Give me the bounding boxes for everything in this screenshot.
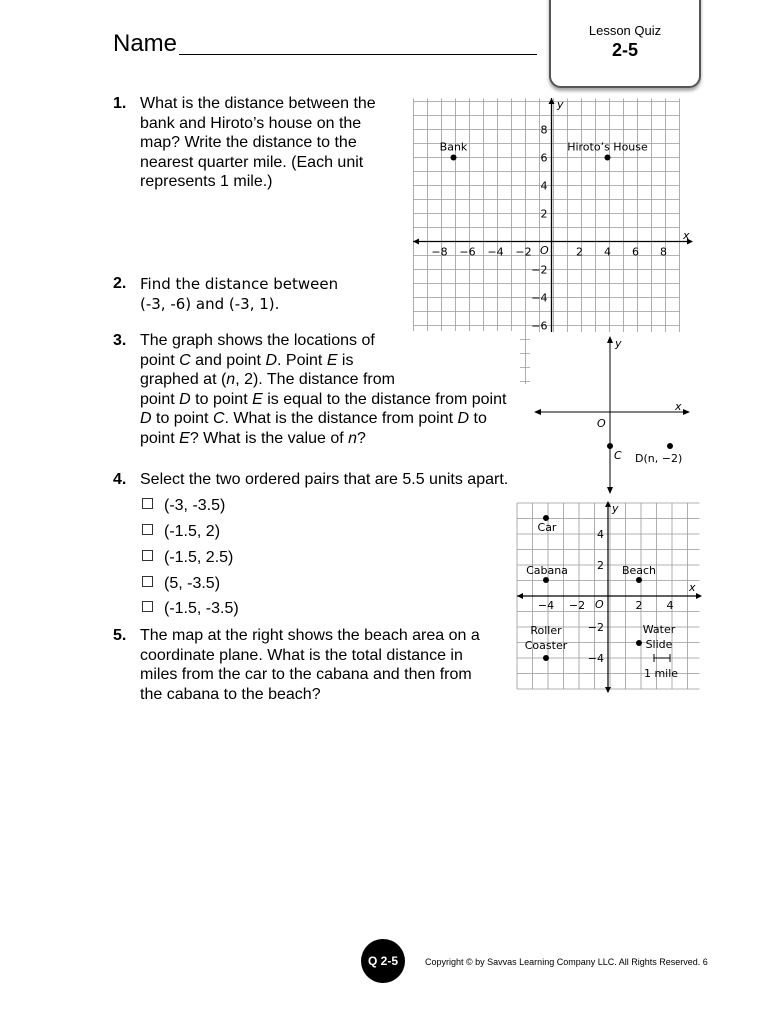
scale-label: 1 mile	[643, 667, 679, 680]
point-hiroto-house	[605, 155, 611, 161]
x-tick-label: 6	[632, 245, 639, 259]
point-cabana	[543, 577, 549, 583]
point-beach	[636, 577, 642, 583]
y-tick-label: −4	[531, 291, 548, 305]
question-number: 2.	[113, 275, 127, 292]
cabana-label: Cabana	[526, 564, 568, 577]
question-text: Select the two ordered pairs that are 5.5 units apart.	[140, 471, 509, 488]
checkbox[interactable]	[142, 601, 153, 612]
answer-option[interactable]	[142, 497, 225, 515]
question-text-line: (-3, -6) and (-3, 1).	[140, 295, 280, 313]
x-axis-label: x	[675, 400, 682, 413]
option-label: (5, -3.5)	[164, 575, 221, 592]
point-roller-coaster	[543, 655, 549, 661]
x-axis-arrow-right	[696, 593, 702, 599]
answer-option[interactable]	[142, 523, 220, 541]
answer-option[interactable]	[142, 549, 233, 567]
x-tick-label: −2	[515, 245, 532, 259]
answer-option[interactable]	[142, 575, 220, 593]
x-tick-label: −6	[459, 245, 476, 259]
origin-label: O	[595, 598, 604, 611]
y-axis-label: y	[557, 98, 564, 111]
x-tick-label: 2	[576, 245, 583, 259]
water-slide-label: Water	[642, 623, 676, 636]
option-label: (-1.5, 2)	[164, 523, 221, 540]
beach-label: Beach	[621, 564, 657, 577]
y-tick-label: −4	[587, 652, 604, 665]
lesson-quiz-number: 2-5	[611, 40, 638, 60]
x-tick-label: 4	[666, 599, 674, 612]
point-bank	[451, 155, 457, 161]
x-tick-label: 8	[660, 245, 667, 259]
answer-option[interactable]	[142, 600, 239, 618]
copyright-text: Copyright © by Savvas Learning Company LLC. All Rights Reserved. 6	[425, 957, 708, 967]
point-d-label: D(n, −2)	[635, 452, 683, 465]
x-axis-label: x	[689, 581, 696, 594]
y-tick-label: 6	[540, 151, 548, 165]
y-tick-label: 4	[597, 528, 604, 541]
y-tick-label: −2	[587, 621, 604, 634]
graph-points-c-d	[530, 332, 700, 497]
name-blank-line	[179, 30, 537, 55]
x-tick-label: −4	[487, 245, 504, 259]
option-label: (-1.5, -3.5)	[164, 600, 239, 617]
bank-label: Bank	[439, 140, 468, 154]
roller-coaster-label: Coaster	[524, 639, 568, 652]
hiroto-house-label: Hiroto’s House	[567, 140, 648, 154]
x-axis-label: x	[683, 229, 690, 242]
name-label: Name	[113, 30, 178, 57]
y-axis-arrow-down	[605, 687, 611, 693]
option-label: (-1.5, 2.5)	[164, 549, 234, 566]
graph-background	[530, 332, 700, 497]
roller-coaster-label: Roller	[530, 624, 562, 637]
quiz-badge: Q 2-5	[361, 939, 405, 983]
origin-label: O	[597, 417, 606, 430]
option-label: (-3, -3.5)	[164, 497, 226, 514]
question-text: What is the distance between the bank and Hiroto’s house on the map? Write the distance to the nearest quarter mile. (Each unit represents 1 mile.)	[140, 95, 376, 190]
question-number: 4.	[113, 471, 127, 488]
point-d	[667, 443, 673, 449]
question-text-line: Find the distance between	[140, 275, 339, 293]
question-text: The map at the right shows the beach area on a coordinate plane. What is the total distance in miles from the car to the cabana and then from the cabana to the beach?	[140, 627, 480, 703]
x-axis-arrow-left	[517, 593, 523, 599]
car-label: Car	[537, 521, 557, 534]
x-tick-label: 4	[604, 245, 611, 259]
water-slide-label: Slide	[645, 638, 673, 651]
question-text: The graph shows the locations of point C and point D. Point E is graphed at (n, 2). The distance from point D to point E is equal to the distance from point D to point C. What is the distance from point D to point E? What is the value of n?	[140, 331, 520, 448]
checkbox[interactable]	[142, 576, 153, 587]
question-number: 1.	[113, 95, 127, 112]
y-tick-label: 4	[540, 179, 548, 193]
y-axis-label: y	[615, 337, 622, 350]
question-text	[140, 274, 400, 314]
x-tick-label: −2	[568, 599, 586, 612]
lesson-quiz-tab	[549, 0, 701, 88]
checkbox[interactable]	[142, 550, 153, 561]
y-tick-label: −2	[531, 263, 548, 277]
point-c-label: C	[614, 449, 622, 462]
checkbox[interactable]	[142, 524, 153, 535]
y-tick-label: 8	[540, 123, 548, 137]
point-c	[607, 443, 613, 449]
x-tick-label: −4	[537, 599, 555, 612]
lesson-quiz-label: Lesson Quiz	[588, 23, 662, 38]
x-tick-label: 2	[635, 599, 643, 612]
origin-label: O	[540, 244, 549, 257]
y-tick-label: 2	[540, 207, 548, 221]
y-tick-label: −6	[531, 319, 548, 333]
checkbox[interactable]	[142, 498, 153, 509]
name-field	[113, 30, 537, 58]
y-tick-label: 2	[597, 559, 604, 572]
question-number: 5.	[113, 627, 127, 644]
y-axis-label: y	[612, 502, 619, 515]
x-tick-label: −8	[431, 245, 448, 259]
graph-beach-map	[515, 500, 703, 695]
point-water-slide	[636, 640, 642, 646]
question-number: 3.	[113, 332, 127, 349]
